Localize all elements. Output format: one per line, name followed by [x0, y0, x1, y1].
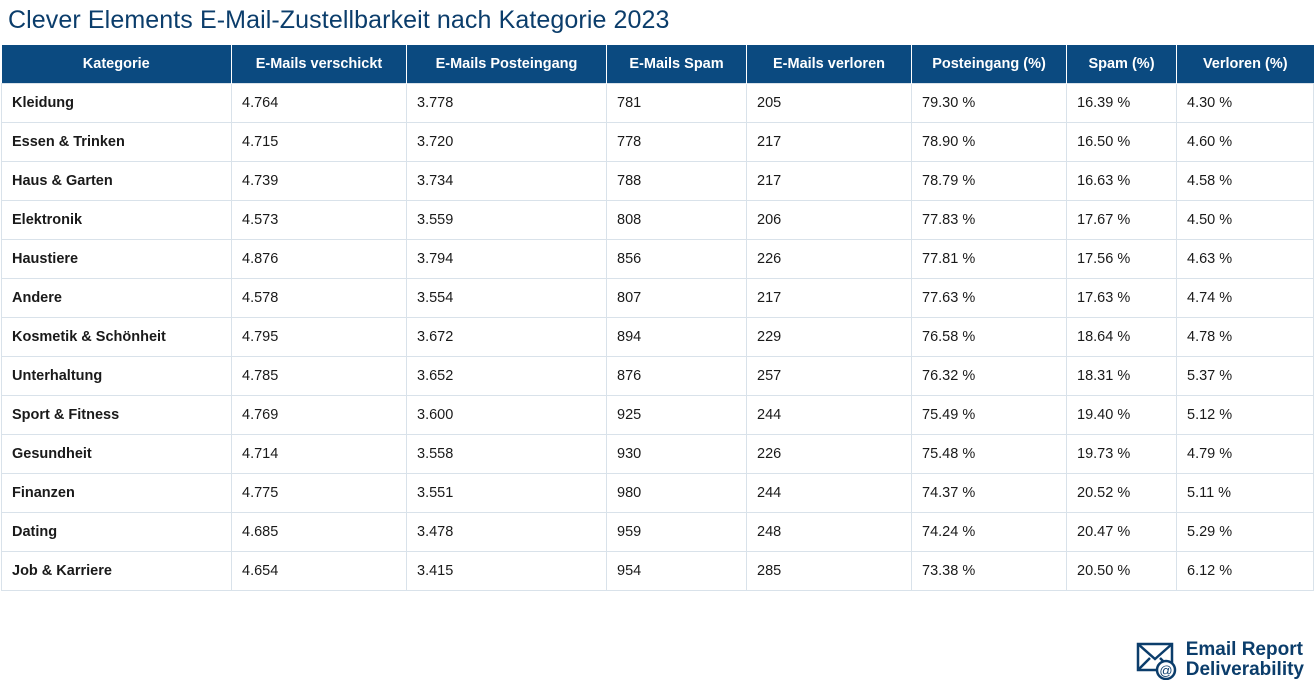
table-cell: 5.12 %	[1177, 396, 1314, 435]
table-row	[2, 357, 1314, 396]
table-header-row	[2, 45, 1314, 84]
table-cell: 3.652	[407, 357, 607, 396]
column-header-emails-posteingang: E-Mails Posteingang	[407, 45, 607, 84]
table-cell: 74.24 %	[912, 513, 1067, 552]
table-row	[2, 396, 1314, 435]
table-cell-category: Job & Karriere	[2, 552, 232, 591]
table-cell: 20.52 %	[1067, 474, 1177, 513]
column-header-verloren-prozent: Verloren (%)	[1177, 45, 1314, 84]
table-cell-category: Andere	[2, 279, 232, 318]
table-cell: 77.81 %	[912, 240, 1067, 279]
footer-branding	[1136, 640, 1304, 681]
table-cell: 217	[747, 123, 912, 162]
table-cell: 4.739	[232, 162, 407, 201]
table-cell: 257	[747, 357, 912, 396]
table-cell: 20.50 %	[1067, 552, 1177, 591]
table-cell: 75.49 %	[912, 396, 1067, 435]
table-cell: 788	[607, 162, 747, 201]
table-cell: 4.685	[232, 513, 407, 552]
table-cell: 781	[607, 84, 747, 123]
table-cell: 4.876	[232, 240, 407, 279]
table-cell: 244	[747, 474, 912, 513]
table-cell-category: Haustiere	[2, 240, 232, 279]
table-row	[2, 279, 1314, 318]
table-cell: 79.30 %	[912, 84, 1067, 123]
table-cell: 285	[747, 552, 912, 591]
table-cell: 206	[747, 201, 912, 240]
table-row	[2, 162, 1314, 201]
table-cell: 894	[607, 318, 747, 357]
table-row	[2, 84, 1314, 123]
table-cell: 959	[607, 513, 747, 552]
table-cell: 4.63 %	[1177, 240, 1314, 279]
table-cell: 4.795	[232, 318, 407, 357]
table-row	[2, 552, 1314, 591]
table-cell: 5.37 %	[1177, 357, 1314, 396]
table-cell-category: Kleidung	[2, 84, 232, 123]
table-cell: 75.48 %	[912, 435, 1067, 474]
table-row	[2, 123, 1314, 162]
deliverability-table	[1, 45, 1314, 591]
table-cell: 3.478	[407, 513, 607, 552]
table-cell: 980	[607, 474, 747, 513]
table-cell: 226	[747, 435, 912, 474]
column-header-kategorie: Kategorie	[2, 45, 232, 84]
table-cell: 3.672	[407, 318, 607, 357]
table-cell-category: Essen & Trinken	[2, 123, 232, 162]
table-cell: 20.47 %	[1067, 513, 1177, 552]
table-cell: 78.79 %	[912, 162, 1067, 201]
table-cell: 17.67 %	[1067, 201, 1177, 240]
table-cell: 19.73 %	[1067, 435, 1177, 474]
table-cell: 3.415	[407, 552, 607, 591]
table-body	[2, 84, 1314, 591]
column-header-emails-verschickt: E-Mails verschickt	[232, 45, 407, 84]
table-cell: 226	[747, 240, 912, 279]
table-cell: 3.600	[407, 396, 607, 435]
table-cell: 3.720	[407, 123, 607, 162]
column-header-emails-spam: E-Mails Spam	[607, 45, 747, 84]
table-row	[2, 474, 1314, 513]
table-cell: 4.654	[232, 552, 407, 591]
table-row	[2, 201, 1314, 240]
table-cell: 244	[747, 396, 912, 435]
table-cell: 77.63 %	[912, 279, 1067, 318]
table-cell: 248	[747, 513, 912, 552]
table-cell: 16.39 %	[1067, 84, 1177, 123]
table-cell: 5.11 %	[1177, 474, 1314, 513]
table-cell: 3.559	[407, 201, 607, 240]
table-cell: 925	[607, 396, 747, 435]
table-cell: 217	[747, 162, 912, 201]
table-row	[2, 435, 1314, 474]
table-cell: 930	[607, 435, 747, 474]
table-cell-category: Gesundheit	[2, 435, 232, 474]
column-header-emails-verloren: E-Mails verloren	[747, 45, 912, 84]
table-cell: 3.558	[407, 435, 607, 474]
table-cell: 4.58 %	[1177, 162, 1314, 201]
table-row	[2, 318, 1314, 357]
table-cell-category: Dating	[2, 513, 232, 552]
table-cell: 17.56 %	[1067, 240, 1177, 279]
table-cell: 4.60 %	[1177, 123, 1314, 162]
table-cell: 217	[747, 279, 912, 318]
table-cell-category: Sport & Fitness	[2, 396, 232, 435]
table-cell: 4.785	[232, 357, 407, 396]
table-cell: 77.83 %	[912, 201, 1067, 240]
page-title: Clever Elements E-Mail-Zustellbarkeit nach Kategorie 2023	[8, 6, 670, 34]
table-row	[2, 513, 1314, 552]
svg-text:@: @	[1159, 663, 1173, 679]
table-cell: 3.734	[407, 162, 607, 201]
brand-line-1: Email Report	[1185, 638, 1303, 660]
table-cell: 4.50 %	[1177, 201, 1314, 240]
table-cell: 18.64 %	[1067, 318, 1177, 357]
table-cell: 4.573	[232, 201, 407, 240]
table-cell-category: Unterhaltung	[2, 357, 232, 396]
table-cell: 76.58 %	[912, 318, 1067, 357]
column-header-posteingang-prozent: Posteingang (%)	[912, 45, 1067, 84]
table-cell: 807	[607, 279, 747, 318]
table-cell: 4.769	[232, 396, 407, 435]
table-cell-category: Kosmetik & Schönheit	[2, 318, 232, 357]
table-row	[2, 240, 1314, 279]
table-header	[2, 45, 1314, 84]
table-cell: 856	[607, 240, 747, 279]
table-cell: 19.40 %	[1067, 396, 1177, 435]
table-cell: 4.79 %	[1177, 435, 1314, 474]
table-cell: 3.794	[407, 240, 607, 279]
table-cell-category: Haus & Garten	[2, 162, 232, 201]
table-cell-category: Elektronik	[2, 201, 232, 240]
table-cell: 6.12 %	[1177, 552, 1314, 591]
table-cell: 778	[607, 123, 747, 162]
table-cell: 4.714	[232, 435, 407, 474]
table-cell: 18.31 %	[1067, 357, 1177, 396]
table-cell: 4.74 %	[1177, 279, 1314, 318]
table-cell: 78.90 %	[912, 123, 1067, 162]
table-cell: 74.37 %	[912, 474, 1067, 513]
table-cell: 4.30 %	[1177, 84, 1314, 123]
table-cell: 4.715	[232, 123, 407, 162]
table-cell-category: Finanzen	[2, 474, 232, 513]
table-cell: 3.551	[407, 474, 607, 513]
envelope-at-icon	[1136, 640, 1178, 680]
table-cell: 3.554	[407, 279, 607, 318]
brand-text	[1186, 640, 1304, 681]
table-cell: 73.38 %	[912, 552, 1067, 591]
table-cell: 16.50 %	[1067, 123, 1177, 162]
brand-line-2: Deliverability	[1185, 659, 1304, 681]
table-cell: 4.775	[232, 474, 407, 513]
table-cell: 5.29 %	[1177, 513, 1314, 552]
table-cell: 4.578	[232, 279, 407, 318]
table-cell: 17.63 %	[1067, 279, 1177, 318]
table-cell: 229	[747, 318, 912, 357]
table-cell: 3.778	[407, 84, 607, 123]
table-cell: 4.78 %	[1177, 318, 1314, 357]
table-cell: 808	[607, 201, 747, 240]
table-cell: 954	[607, 552, 747, 591]
table-cell: 16.63 %	[1067, 162, 1177, 201]
table-cell: 4.764	[232, 84, 407, 123]
table-cell: 205	[747, 84, 912, 123]
table-cell: 876	[607, 357, 747, 396]
table-cell: 76.32 %	[912, 357, 1067, 396]
column-header-spam-prozent: Spam (%)	[1067, 45, 1177, 84]
